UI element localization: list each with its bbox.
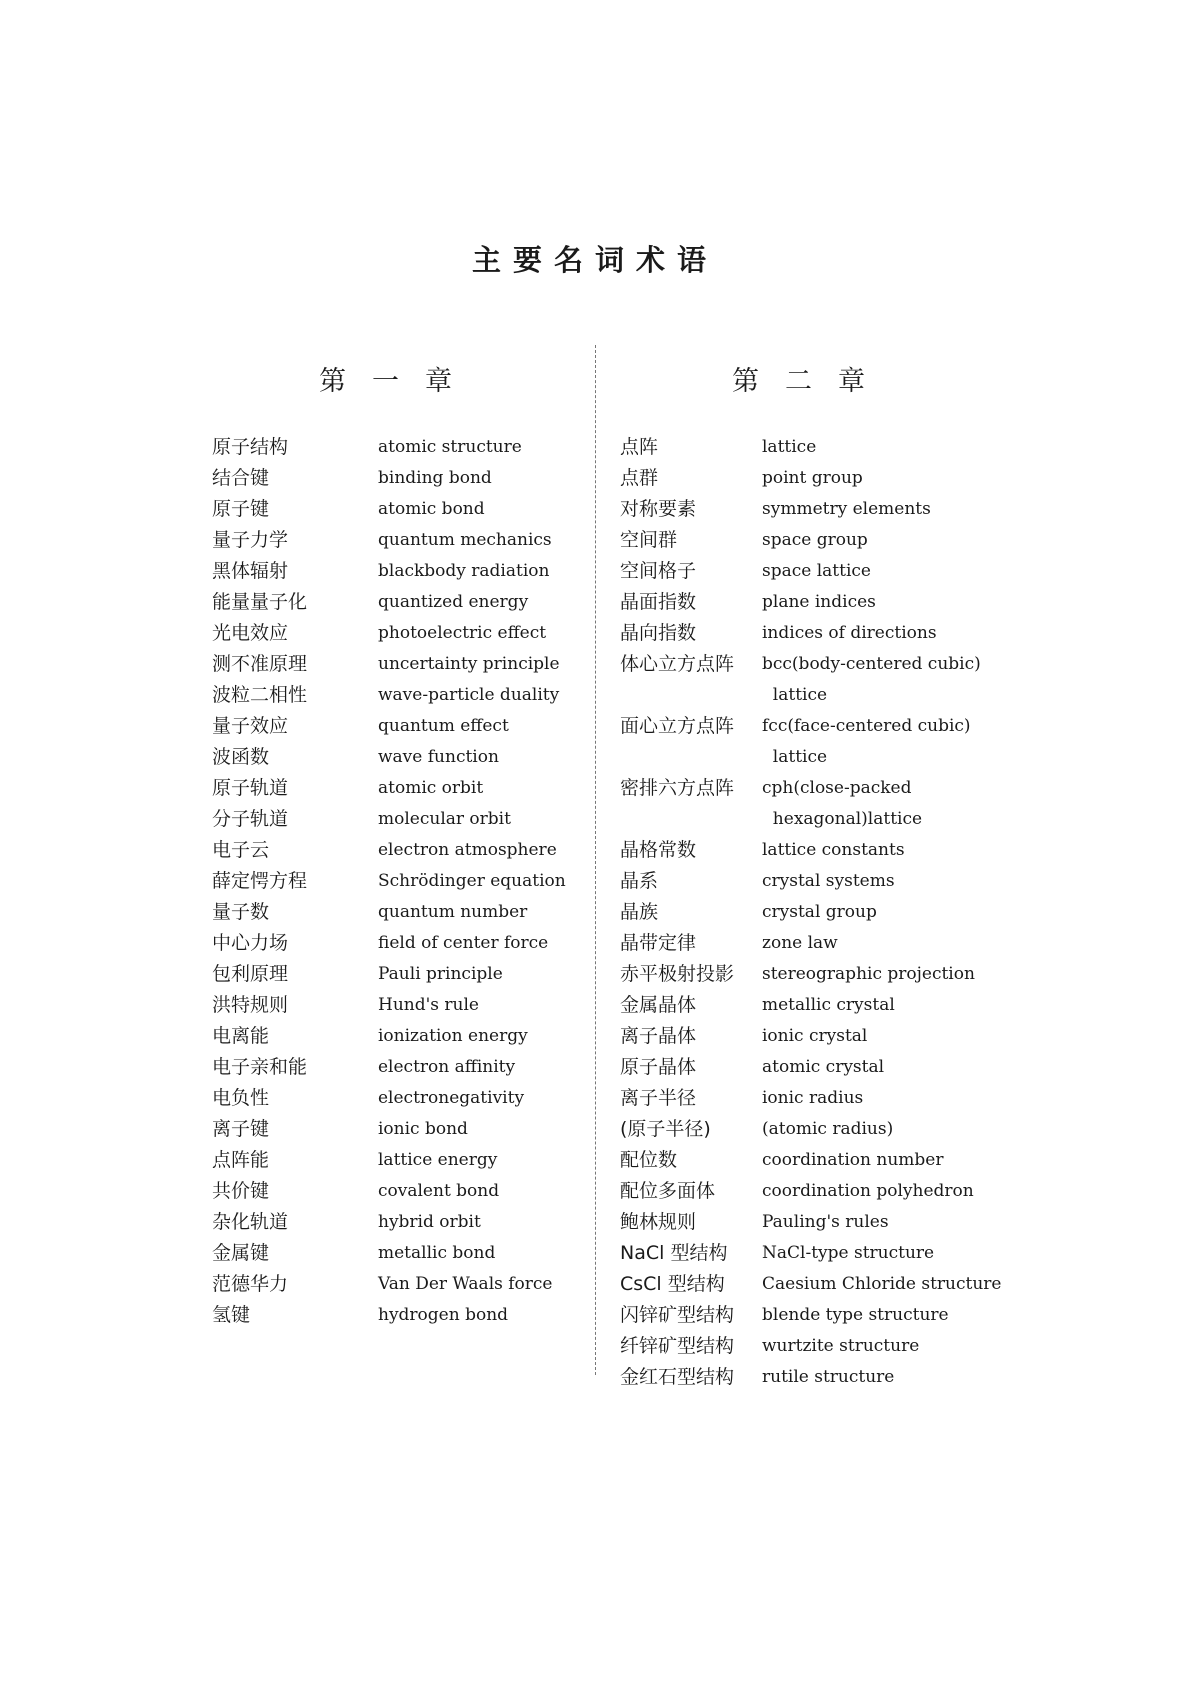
term-list [212, 432, 572, 1331]
term-chinese: CsCl 型结构 [620, 1273, 725, 1295]
term-english: (atomic radius) [762, 1119, 894, 1139]
term-chinese: 空间格子 [620, 560, 697, 582]
term-row [212, 1238, 572, 1269]
term-english: crystal group [762, 902, 877, 922]
term-english: hydrogen bond [378, 1305, 509, 1325]
term-row [212, 928, 572, 959]
term-english: quantum mechanics [378, 530, 552, 550]
term-row [212, 587, 572, 618]
term-row [620, 1114, 1040, 1145]
term-chinese: 电子云 [212, 839, 270, 861]
term-english: rutile structure [762, 1367, 895, 1387]
term-english: wurtzite structure [762, 1336, 920, 1356]
term-row [620, 711, 1040, 773]
term-english: atomic structure [378, 437, 522, 457]
term-chinese: 分子轨道 [212, 808, 289, 830]
term-row [212, 556, 572, 587]
term-chinese: 配位数 [620, 1149, 678, 1171]
term-chinese: 杂化轨道 [212, 1211, 289, 1233]
term-english: metallic bond [378, 1243, 496, 1263]
term-english: coordination polyhedron [762, 1181, 974, 1201]
term-english: electron atmosphere [378, 840, 557, 860]
term-row [620, 1052, 1040, 1083]
term-list [620, 432, 1040, 1393]
term-english: point group [762, 468, 863, 488]
term-row [620, 773, 1040, 835]
chapter-two-column [620, 368, 1040, 1393]
term-row [620, 494, 1040, 525]
term-row [212, 773, 572, 804]
term-english: ionic crystal [762, 1026, 868, 1046]
term-row [620, 525, 1040, 556]
term-english: lattice constants [762, 840, 905, 860]
term-english: photoelectric effect [378, 623, 547, 643]
term-chinese: 晶面指数 [620, 591, 697, 613]
term-row [212, 1269, 572, 1300]
term-row [212, 432, 572, 463]
term-chinese: NaCl 型结构 [620, 1242, 728, 1264]
term-chinese: 金属键 [212, 1242, 270, 1264]
term-chinese: 离子半径 [620, 1087, 697, 1109]
term-chinese: 光电效应 [212, 622, 289, 644]
term-chinese: 中心力场 [212, 932, 289, 954]
term-row [620, 649, 1040, 711]
term-row [212, 711, 572, 742]
term-english: wave-particle duality [378, 685, 560, 705]
term-row [620, 556, 1040, 587]
term-chinese: 配位多面体 [620, 1180, 716, 1202]
term-english: lattice energy [378, 1150, 498, 1170]
term-chinese: 量子数 [212, 901, 270, 923]
term-english: cph(close-packed hexagonal)lattice [762, 778, 923, 829]
term-english: Caesium Chloride structure [762, 1274, 1002, 1294]
term-row [620, 959, 1040, 990]
term-row [212, 649, 572, 680]
term-row [212, 680, 572, 711]
term-row [212, 1083, 572, 1114]
term-row [212, 1300, 572, 1331]
term-row [620, 1207, 1040, 1238]
term-english: symmetry elements [762, 499, 931, 519]
term-chinese: 原子轨道 [212, 777, 289, 799]
term-chinese: 离子晶体 [620, 1025, 697, 1047]
term-row [620, 1083, 1040, 1114]
term-english: wave function [378, 747, 499, 767]
term-row [212, 1114, 572, 1145]
term-english: stereographic projection [762, 964, 975, 984]
term-chinese: 电子亲和能 [212, 1056, 308, 1078]
term-chinese: 结合键 [212, 467, 270, 489]
chapter-heading: 第一章 [319, 366, 478, 397]
term-english: space group [762, 530, 868, 550]
term-english: Pauling's rules [762, 1212, 889, 1232]
term-english: blende type structure [762, 1305, 949, 1325]
term-row [620, 432, 1040, 463]
term-english: plane indices [762, 592, 876, 612]
term-english: covalent bond [378, 1181, 500, 1201]
term-chinese: 电负性 [212, 1087, 270, 1109]
term-english: ionization energy [378, 1026, 528, 1046]
term-english: atomic crystal [762, 1057, 885, 1077]
term-chinese: 能量量子化 [212, 591, 308, 613]
term-english: blackbody radiation [378, 561, 550, 581]
term-english: quantum number [378, 902, 528, 922]
term-row [212, 1052, 572, 1083]
term-english: space lattice [762, 561, 871, 581]
term-chinese: 晶带定律 [620, 932, 697, 954]
term-english: Pauli principle [378, 964, 503, 984]
term-english: molecular orbit [378, 809, 511, 829]
chapter-heading: 第二章 [732, 366, 891, 397]
term-row [212, 1176, 572, 1207]
term-chinese: 闪锌矿型结构 [620, 1304, 735, 1326]
term-chinese: 晶系 [620, 870, 659, 892]
chapter-one-column [212, 368, 572, 1331]
term-chinese: 量子效应 [212, 715, 289, 737]
term-chinese: 波粒二相性 [212, 684, 308, 706]
term-row [212, 742, 572, 773]
term-chinese: 金红石型结构 [620, 1366, 735, 1388]
term-chinese: 点群 [620, 467, 659, 489]
term-english: uncertainty principle [378, 654, 560, 674]
term-chinese: 原子结构 [212, 436, 289, 458]
term-english: zone law [762, 933, 838, 953]
term-chinese: (原子半径) [620, 1118, 711, 1140]
term-row [620, 1362, 1040, 1393]
term-chinese: 赤平极射投影 [620, 963, 735, 985]
term-chinese: 波函数 [212, 746, 270, 768]
term-chinese: 晶向指数 [620, 622, 697, 644]
term-english: indices of directions [762, 623, 937, 643]
term-english: Van Der Waals force [378, 1274, 553, 1294]
term-chinese: 体心立方点阵 [620, 653, 735, 675]
term-english: atomic bond [378, 499, 485, 519]
term-chinese: 鲍林规则 [620, 1211, 697, 1233]
term-row [620, 1021, 1040, 1052]
term-chinese: 点阵能 [212, 1149, 270, 1171]
term-english: binding bond [378, 468, 492, 488]
term-row [620, 1269, 1040, 1300]
term-row [212, 1207, 572, 1238]
term-row [212, 990, 572, 1021]
term-chinese: 薛定愕方程 [212, 870, 308, 892]
term-english: lattice [762, 437, 817, 457]
term-row [212, 959, 572, 990]
column-divider [595, 345, 596, 1375]
term-chinese: 测不准原理 [212, 653, 308, 675]
term-chinese: 原子晶体 [620, 1056, 697, 1078]
term-chinese: 密排六方点阵 [620, 777, 735, 799]
term-chinese: 包利原理 [212, 963, 289, 985]
term-row [620, 990, 1040, 1021]
term-english: atomic orbit [378, 778, 484, 798]
term-chinese: 面心立方点阵 [620, 715, 735, 737]
term-chinese: 范德华力 [212, 1273, 289, 1295]
term-chinese: 量子力学 [212, 529, 289, 551]
term-english: quantum effect [378, 716, 509, 736]
term-row [212, 494, 572, 525]
term-row [620, 1331, 1040, 1362]
term-chinese: 黑体辐射 [212, 560, 289, 582]
term-row [212, 866, 572, 897]
term-chinese: 离子键 [212, 1118, 270, 1140]
term-chinese: 原子键 [212, 498, 270, 520]
term-chinese: 晶格常数 [620, 839, 697, 861]
term-chinese: 电离能 [212, 1025, 270, 1047]
term-english: crystal systems [762, 871, 895, 891]
term-row [620, 587, 1040, 618]
term-english: quantized energy [378, 592, 529, 612]
term-row [212, 835, 572, 866]
term-row [212, 897, 572, 928]
term-row [212, 525, 572, 556]
term-row [212, 618, 572, 649]
term-english: NaCl-type structure [762, 1243, 935, 1263]
term-english: hybrid orbit [378, 1212, 481, 1232]
term-english: Hund's rule [378, 995, 479, 1015]
term-chinese: 纤锌矿型结构 [620, 1335, 735, 1357]
page-title: 主要名词术语 [471, 243, 718, 277]
term-chinese: 氢键 [212, 1304, 251, 1326]
term-chinese: 点阵 [620, 436, 659, 458]
term-row [620, 1238, 1040, 1269]
term-chinese: 洪特规则 [212, 994, 289, 1016]
term-english: Schrödinger equation [378, 871, 566, 891]
term-row [620, 463, 1040, 494]
term-row [620, 897, 1040, 928]
term-row [620, 928, 1040, 959]
term-chinese: 对称要素 [620, 498, 697, 520]
term-chinese: 空间群 [620, 529, 678, 551]
term-row [212, 1021, 572, 1052]
term-english: field of center force [378, 933, 549, 953]
term-english: coordination number [762, 1150, 944, 1170]
term-chinese: 共价键 [212, 1180, 270, 1202]
term-english: ionic radius [762, 1088, 864, 1108]
term-english: fcc(face-centered cubic) lattice [762, 716, 971, 767]
term-row [620, 866, 1040, 897]
term-row [620, 618, 1040, 649]
term-chinese: 晶族 [620, 901, 659, 923]
term-chinese: 金属晶体 [620, 994, 697, 1016]
term-row [620, 1300, 1040, 1331]
term-row [212, 1145, 572, 1176]
term-english: bcc(body-centered cubic) lattice [762, 654, 981, 705]
term-row [620, 835, 1040, 866]
term-row [620, 1145, 1040, 1176]
term-english: ionic bond [378, 1119, 468, 1139]
term-row [212, 463, 572, 494]
term-english: electron affinity [378, 1057, 516, 1077]
term-row [620, 1176, 1040, 1207]
term-row [212, 804, 572, 835]
term-english: metallic crystal [762, 995, 895, 1015]
term-english: electronegativity [378, 1088, 525, 1108]
